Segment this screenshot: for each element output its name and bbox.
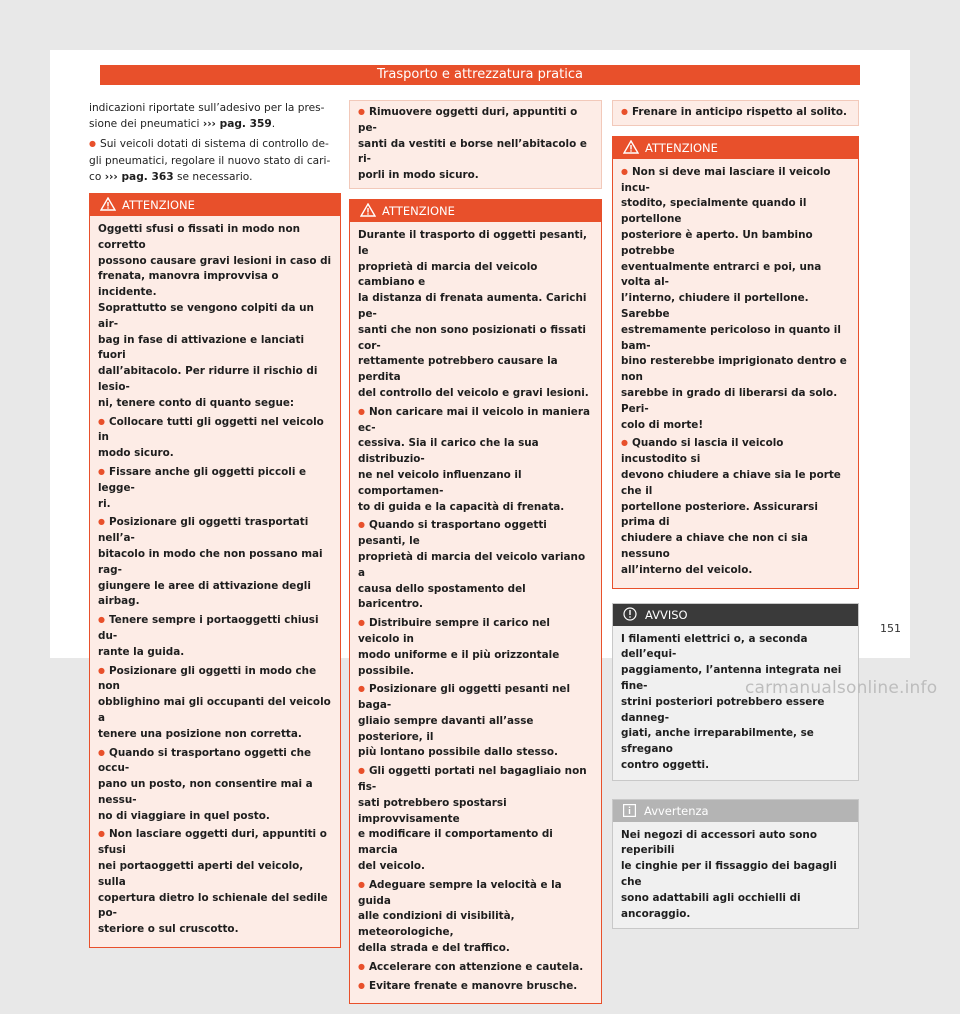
warning-triangle-icon [100,197,116,211]
warning-body: Oggetti sfusi o fissati in modo non corretto possono causare gravi lesioni in caso di frenata, manovra improvvisa o incidente. Soprattutto se vengono colpiti da un air- bag in fase di attivazione e lanciati fuori dall’abitacolo. Per ridurre il rischio di lesio- ni, tenere conto di quanto segue: ● Collocare tutti gli oggetti nel veicolo in modo sicuro. ● Fissare anche gli oggetti piccoli e legge- ri. ● Posizionare gli oggetti trasportati nell’a- bitacolo in modo che non possano mai rag- giungere le aree di attivazione degli airbag. ● Tenere sempre i portaoggetti chiusi du- rante la guida. ● Posizionare gli oggetti in modo che non obblighino mai gli occupanti del veicolo a tenere una posizione non corretta. ● Quando si trasportano oggetti che occu- pano un posto, non consentire mai a nessu- no di viaggiare in quel posto. ● Non lasciare oggetti duri, appuntiti o sfusi nei portaoggetti aperti del veicolo, sulla copertura dietro lo schienale del sedile po- steriore o sul cruscotto. [90,216,340,947]
column-middle [349,100,602,1014]
list-item: ● Adeguare sempre la velocità e la guida alle condizioni di visibilità, meteorologiche, della strada e del traffico. [358,878,593,957]
intro-paragraph-2: ● Sui veicoli dotati di sistema di controllo de- gli pneumatici, regolare il nuovo stato di cari- co ››› pag. 363 se necessario. [89,136,341,185]
info-circle-icon [623,607,637,621]
intro-paragraph-1: indicazioni riportate sull’adesivo per la pres- sione dei pneumatici ››› pag. 359. [89,102,325,130]
list-item: ● Collocare tutti gli oggetti nel veicolo in modo sicuro. [98,415,332,462]
warning-header: ATTENZIONE [90,194,340,216]
list-item: ● Non si deve mai lasciare il veicolo incu- stodito, specialmente quando il portellone posteriore è aperto. Un bambino potrebbe eventualmente entrarci e poi, una volta al- l’interno, chiudere il portellone. Sarebbe estremamente pericoloso in quanto il bam- bino resterebbe imprigionato dentro e non sarebbe in grado di liberarsi da solo. Peri- colo di morte! [621,165,850,434]
list-item: ● Posizionare gli oggetti in modo che non obblighino mai gli occupanti del veicolo a tenere una posizione non corretta. [98,664,332,743]
list-item: ● Gli oggetti portati nel bagagliaio non fis- sati potrebbero spostarsi improvvisamente e modificare il comportamento di marcia del veicolo. [358,764,593,875]
list-item: ● Quando si trasportano oggetti pesanti, le proprietà di marcia del veicolo variano a causa dello spostamento del baricentro. [358,518,593,613]
list-item: ● Quando si trasportano oggetti che occu- pano un posto, non consentire mai a nessu- no di viaggiare in quel posto. [98,746,332,825]
list-item: ● Fissare anche gli oggetti piccoli e legge- ri. [98,465,332,512]
warning-triangle-icon [360,203,376,217]
section-header: Trasporto e attrezzatura pratica [100,65,860,85]
list-item: ● Tenere sempre i portaoggetti chiusi du- rante la guida. [98,613,332,660]
warning-box [89,193,341,948]
list-item: ● Posizionare gli oggetti trasportati nell’a- bitacolo in modo che non possano mai rag- giungere le aree di attivazione degli airbag. [98,515,332,610]
info-square-icon [623,804,636,817]
column-left [89,100,341,958]
list-item: ● Quando si lascia il veicolo incustodito si devono chiudere a chiave sia le porte che il portellone posteriore. Assicurarsi prima di chiudere a chiave che non ci sia nessuno all’interno del veicolo. [621,436,850,578]
warning-body: Durante il trasporto di oggetti pesanti, le proprietà di marcia del veicolo cambiano e la distanza di frenata aumenta. Carichi pe- santi che non sono posizionati o fissati cor- rettamente potrebbero causare la perdita del controllo del veicolo e gravi lesioni. ● Non caricare mai il veicolo in maniera ec- cessiva. Sia il carico che la sua distribuzio- ne nel veicolo influenzano il comportamen- to di guida e la capacità di frenata. ● Quando si trasportano oggetti pesanti, le proprietà di marcia del veicolo variano a causa dello spostamento del baricentro. ● Distribuire sempre il carico nel veicolo in modo uniforme e il più orizzontale possibile. ● Posizionare gli oggetti pesanti nel baga- gliaio sempre davanti all’asse posteriore, il più lontano possibile dallo stesso. ● Gli oggetti portati nel bagagliaio non fis- sati potrebbero spostarsi improvvisamente e modificare il comportamento di marcia del veicolo. ● Adeguare sempre la velocità e la guida alle condizioni di visibilità, meteorologiche, della strada e del traffico. ● Accelerare con attenzione e cautela. ● Evitare frenate e manovre brusche. [350,222,601,1003]
list-item: ● Non lasciare oggetti duri, appuntiti o sfusi nei portaoggetti aperti del veicolo, sulla copertura dietro lo schienale del sedile po- steriore o sul cruscotto. [98,827,332,938]
list-item: ● Evitare frenate e manovre brusche. [358,979,593,995]
list-item: ● Posizionare gli oggetti pesanti nel baga- gliaio sempre davanti all’asse posteriore, il più lontano possibile dallo stesso. [358,682,593,761]
continued-warning-box: ● Rimuovere oggetti duri, appuntiti o pe- santi da vestiti e borse nell’abitacolo e ri- porli in modo sicuro. [349,100,602,189]
watermark: carmanualsonline.info [745,678,938,698]
list-item: ● Distribuire sempre il carico nel veicolo in modo uniforme e il più orizzontale possibile. [358,616,593,679]
notice-body: I filamenti elettrici o, a seconda dell’equi- paggiamento, l’antenna integrata nei fine- strini posteriori potrebbero essere danneg- giati, anche irreparabilmente, se sfregano contro oggetti. [621,632,842,771]
note-box [612,799,859,930]
list-item: ● Non caricare mai il veicolo in maniera ec- cessiva. Sia il carico che la sua distribuzio- ne nel veicolo influenzano il comportamen- to di guida e la capacità di frenata. [358,405,593,516]
warning-box [612,136,859,589]
continued-warning-box: ● Frenare in anticipo rispetto al solito. [612,100,859,126]
column-right [612,100,859,939]
page-number: 151 [880,622,901,635]
list-item: ● Accelerare con attenzione e cautela. [358,960,593,976]
warning-body [613,159,858,588]
warning-header: ATTENZIONE [613,137,858,159]
warning-triangle-icon [623,140,639,154]
page-reference-link[interactable]: ››› pag. 363 [104,171,174,183]
page-reference-link[interactable]: ››› pag. 359 [202,118,272,130]
notice-header: AVVISO [613,604,858,626]
note-header: Avvertenza [613,800,858,822]
note-body: Nei negozi di accessori auto sono reperibili le cinghie per il fissaggio dei bagagli che sono adattabili agli occhielli di ancoraggio. [621,828,837,920]
warning-box [349,199,602,1004]
warning-header: ATTENZIONE [350,200,601,222]
